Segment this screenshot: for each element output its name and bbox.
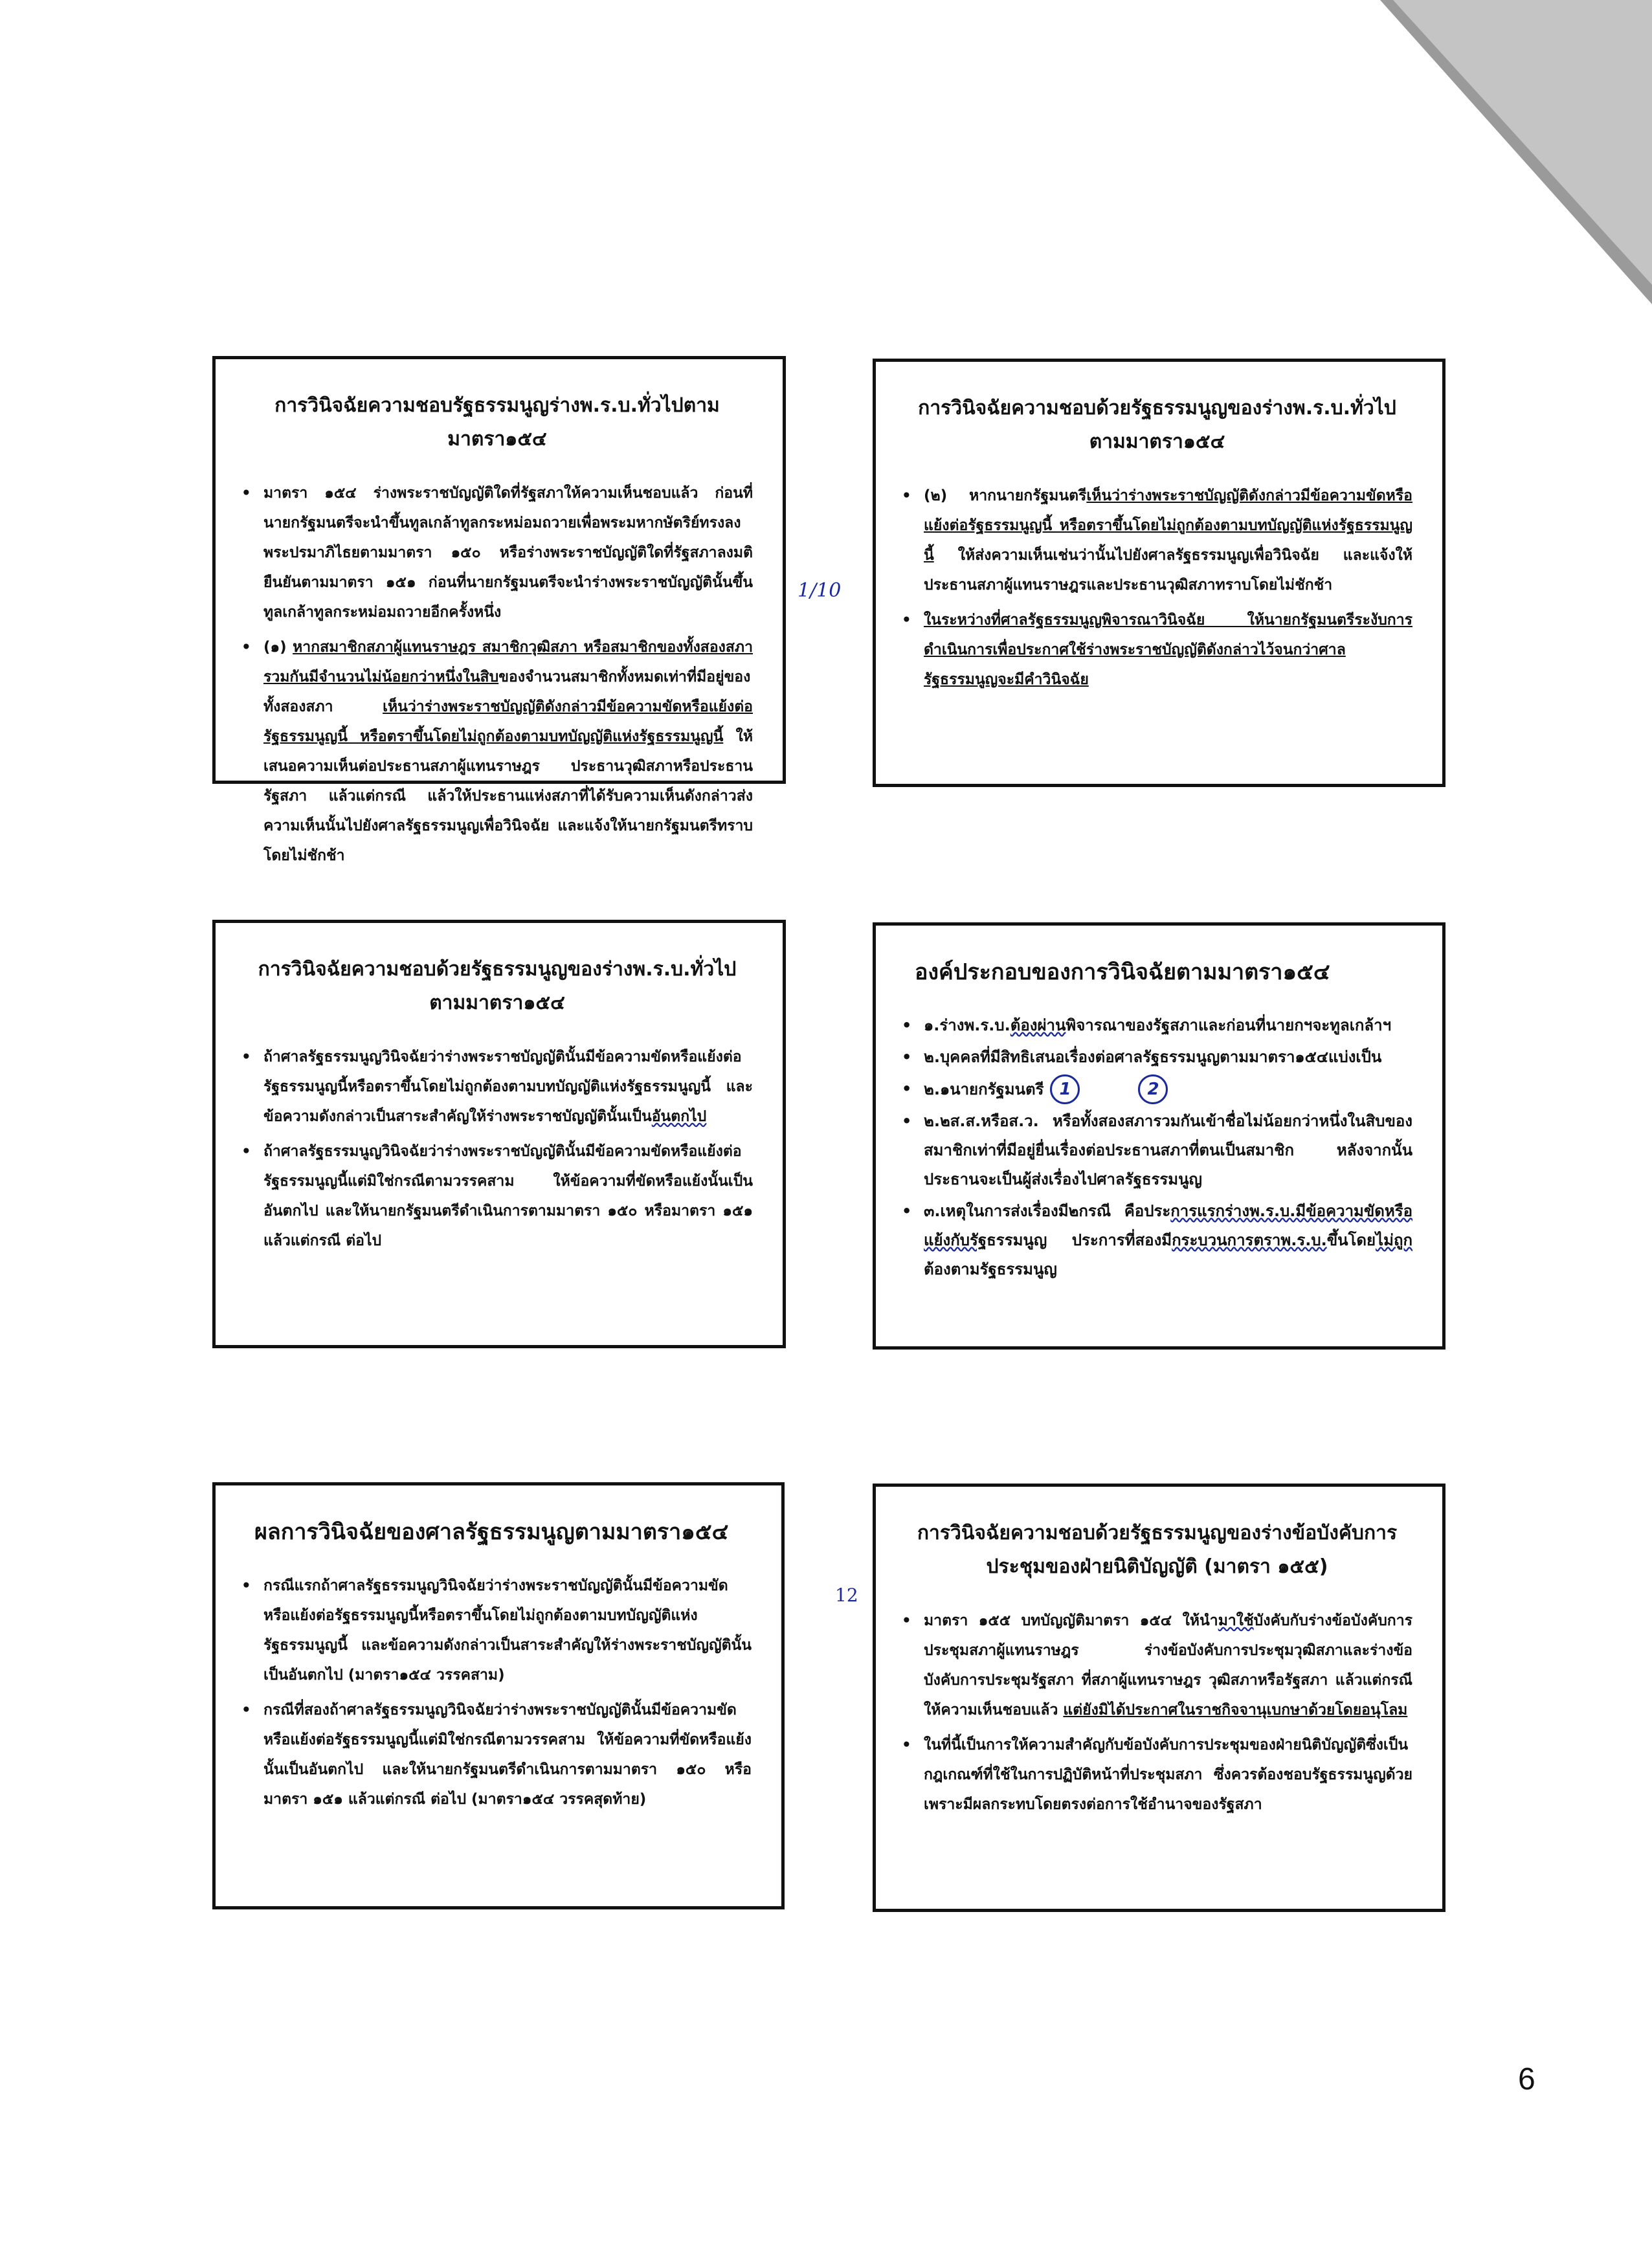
slide-5 [212, 1482, 785, 1909]
bullet-text: มาตรา ๑๕๕ บทบัญญัติมาตรา ๑๕๔ ให้นำ [924, 1612, 1218, 1629]
bullet-text: ถ้าศาลรัฐธรรมนูญวินิจฉัยว่าร่างพระราชบัญญัตินั้นมีข้อความขัดหรือแย้งต่อรัฐธรรมนูญนี้หรือตราขึ้นโดยไม่ถูกต้องตามบทบัญญัติแห่งรัฐธรรมนูญนี้ และข้อความดังกล่าวเป็นสาระสำคัญให้ร่างพระราชบัญญัตินั้นเป็น [263, 1049, 753, 1125]
pen-marked-text: มาใช้ [1218, 1612, 1254, 1629]
bullet-item [241, 1695, 752, 1814]
pen-marked-text: การแรกร่างพ.ร.บ.มีข้อความขัดหรือแย้งกับรัฐ [924, 1202, 1412, 1249]
bullet-list [241, 1571, 752, 1814]
bullet-item [241, 1042, 753, 1131]
bullet-item [241, 478, 753, 627]
bullet-item [241, 632, 753, 871]
bullet-dot-icon: • [902, 612, 911, 628]
slide-3 [212, 920, 786, 1348]
slide-title: การวินิจฉัยความชอบรัฐธรรมนูญร่างพ.ร.บ.ทั่วไปตามมาตรา๑๕๔ [274, 394, 720, 450]
underlined-text: ในระหว่างที่ศาลรัฐธรรมนูญพิจารณาวินิจฉัย ให้นายกรัฐมนตรีระงับการดำเนินการเพื่อประกาศใช้ร่างพระราชบัญญัติดังกล่าวไว้จนกว่าศาลรัฐธรรมนูญจะมีคำวินิจฉัย [924, 612, 1412, 688]
bullet-dot-icon: • [902, 1737, 911, 1753]
page-corner-fold [1380, 0, 1652, 304]
bullet-text: ๒.บุคคลที่มีสิทธิเสนอเรื่องต่อศาลรัฐธรรมนูญตามมาตรา๑๕๔แบ่งเป็น [924, 1048, 1382, 1066]
bullet-item [902, 1730, 1412, 1819]
handwritten-circled-two: 2 [1138, 1074, 1168, 1104]
bullet-text: พิจารณาของรัฐสภาและก่อนที่นายกฯจะทูลเกล้าฯ [1066, 1016, 1392, 1034]
slide-title: การวินิจฉัยความชอบด้วยรัฐธรรมนูญของร่างข้อบังคับการประชุมของฝ่ายนิติบัญญัติ (มาตรา ๑๕๕) [917, 1522, 1398, 1578]
slide-title: การวินิจฉัยความชอบด้วยรัฐธรรมนูญของร่างพ.ร.บ.ทั่วไปตามมาตรา๑๕๔ [918, 397, 1396, 453]
slide-2 [873, 359, 1446, 787]
handwritten-fraction-note: 1/10 [798, 579, 842, 602]
bullet-dot-icon: • [241, 1577, 251, 1594]
slide-4 [873, 922, 1446, 1350]
underlined-text: เห็นว่าร่างพระราชบัญญัติดังกล่าวมีข้อความขัดหรือแย้งต่อรัฐธรรมนูญนี้ หรือตราขึ้นโดยไม่ถูกต้องตามบทบัญญัติแห่งรัฐธรรมนูญนี้ [263, 698, 753, 745]
bullet-item [902, 1197, 1412, 1284]
bullet-text: ให้ส่งความเห็นเช่นว่านั้นไปยังศาลรัฐธรรมนูญเพื่อวินิจฉัย และแจ้งให้ประธานสภาผู้แทนราษฎรและประธานวุฒิสภาทราบโดยไม่ชักช้า [924, 547, 1412, 594]
bullet-item [902, 1074, 1412, 1104]
pen-marked-text: ต้องผ่าน [1010, 1016, 1066, 1034]
bullet-text: ๓.เหตุในการส่งเรื่องมี๒กรณี คือประ [924, 1202, 1171, 1220]
bullet-list [902, 1011, 1412, 1284]
bullet-text: ต้องตามรัฐธรรมนูญ [924, 1260, 1057, 1278]
slide-title: องค์ประกอบของการวินิจฉัยตามมาตรา๑๕๔ [915, 959, 1330, 985]
underlined-text: หากสมาชิกสภาผู้แทนราษฎร สมาชิกวุฒิสภา หรือสมาชิกของทั้งสองสภารวมกันมีจำนวนไม่น้อยกว่าหนึ่งในสิบ [263, 639, 753, 685]
slide-title: การวินิจฉัยความชอบด้วยรัฐธรรมนูญของร่างพ.ร.บ.ทั่วไปตามมาตรา๑๕๔ [258, 958, 737, 1014]
bullet-item [241, 1137, 753, 1256]
bullet-text: ๒.๒ส.ส.หรือส.ว. หรือทั้งสองสภารวมกันเข้าชื่อไม่น้อยกว่าหนึ่งในสิบของสมาชิกเท่าที่มีอยู่ยื่นเรื่องต่อประธานสภาที่ตนเป็นสมาชิก หลังจากนั้นประธานจะเป็นผู้ส่งเรื่องไปศาลรัฐธรรมนูญ [924, 1112, 1412, 1188]
bullet-text: (๒) หากนายกรัฐมนตรี [924, 487, 1087, 504]
bullet-list [241, 1042, 753, 1256]
bullet-text: ถ้าศาลรัฐธรรมนูญวินิจฉัยว่าร่างพระราชบัญญัตินั้นมีข้อความขัดหรือแย้งต่อรัฐธรรมนูญนี้แต่มิใช่กรณีตามวรรคสาม ให้ข้อความที่ขัดหรือแย้งนั้นเป็นอันตกไป และให้นายกรัฐมนตรีดำเนินการตามมาตรา ๑๕๐ หรือมาตรา ๑๕๑ แล้วแต่กรณี ต่อไป [263, 1143, 753, 1249]
pen-marked-text: อันตกไป [651, 1108, 707, 1125]
bullet-text: ของจำนวนสมาชิกทั้งหมดเท่าที่มีอยู่ของทั้งสองสภา [263, 669, 751, 715]
bullet-text: ในที่นี้เป็นการให้ความสำคัญกับข้อบังคับการประชุมของฝ่ายนิติบัญญัติซึ่งเป็นกฎเกณฑ์ที่ใช้ในการปฏิบัติหน้าที่ประชุมสภา ซึ่งควรต้องชอบรัฐธรรมนูญด้วยเพราะมีผลกระทบโดยตรงต่อการใช้อำนาจของรัฐสภา [924, 1737, 1412, 1813]
bullet-item [241, 1571, 752, 1690]
bullet-text: ให้เสนอความเห็นต่อประธานสภาผู้แทนราษฎร ประธานวุฒิสภาหรือประธานรัฐสภา แล้วแต่กรณี แล้วให้ประธานแห่งสภาที่ได้รับความเห็นดังกล่าวส่งความเห็นนั้นไปยังศาลรัฐธรรมนูญเพื่อวินิจฉัย และแจ้งให้นายกรัฐมนตรีทราบโดยไม่ชักช้า [263, 728, 753, 864]
bullet-list [241, 478, 753, 871]
bullet-item [902, 1606, 1412, 1725]
bullet-dot-icon: • [902, 1112, 912, 1130]
bullet-item [902, 1011, 1412, 1040]
bullet-text: ขึ้นโดย [1326, 1231, 1376, 1249]
bullet-dot-icon: • [241, 639, 251, 656]
pen-marked-text: ไม่ถูก [1376, 1231, 1412, 1249]
bullet-text: ๑.ร่างพ.ร.บ. [924, 1016, 1010, 1034]
bullet-dot-icon: • [241, 1702, 251, 1718]
bullet-dot-icon: • [241, 1143, 251, 1160]
bullet-text: ๒.๑นายกรัฐมนตรี [924, 1080, 1044, 1098]
page-number: 6 [1518, 2062, 1535, 2096]
bullet-text: ธรรมนูญ ประการที่สองมี [987, 1231, 1172, 1249]
bullet-text: บังคับกับร่างข้อบังคับการประชุมสภาผู้แทนราษฎร ร่างข้อบังคับการประชุมวุฒิสภาและร่างข้อบังคับการประชุมรัฐสภา ที่สภาผู้แทนราษฎร วุฒิสภาหรือรัฐสภา แล้วแต่กรณี ให้ความเห็นชอบแล้ว [924, 1612, 1412, 1718]
slide-title: ผลการวินิจฉัยของศาลรัฐธรรมนูญตามมาตรา๑๕๔ [254, 1519, 729, 1545]
slide-6 [873, 1484, 1446, 1912]
bullet-text: กรณีที่สองถ้าศาลรัฐธรรมนูญวินิจฉัยว่าร่างพระราชบัญญัตินั้นมีข้อความขัดหรือแย้งต่อรัฐธรรมนูญนี้แต่มิใช่กรณีตามวรรคสาม ให้ข้อความที่ขัดหรือแย้งนั้นเป็นอันตกไป และให้นายกรัฐมนตรีดำเนินการตามมาตรา ๑๕๐ หรือมาตรา ๑๕๑ แล้วแต่กรณี ต่อไป (มาตรา๑๕๔ วรรคสุดท้าย) [263, 1702, 752, 1808]
handwritten-circled-one: 1 [1050, 1074, 1080, 1104]
bullet-dot-icon: • [902, 1048, 912, 1066]
bullet-item [902, 605, 1412, 695]
bullet-text: มาตรา ๑๕๔ ร่างพระราชบัญญัติใดที่รัฐสภาให้ความเห็นชอบแล้ว ก่อนที่นายกรัฐมนตรีจะนำขึ้นทูลเกล้าทูลกระหม่อมถวายเพื่อพระมหากษัตริย์ทรงลงพระปรมาภิไธยตามมาตรา ๑๕๐ หรือร่างพระราชบัญญัติใดที่รัฐสภาลงมติยืนยันตามมาตรา ๑๕๑ ก่อนที่นายกรัฐมนตรีจะนำร่างพระราชบัญญัตินั้นขึ้นทูลเกล้าทูลกระหม่อมถวายอีกครั้งหนึ่ง [263, 485, 753, 621]
bullet-item [902, 1107, 1412, 1194]
underlined-text: เห็นว่าร่างพระราชบัญญัติดังกล่าวมีข้อความขัดหรือแย้งต่อรัฐธรรมนูญนี้ หรือตราขึ้นโดยไม่ถูกต้องตามบทบัญญัติแห่งรัฐธรรมนูญนี้ [924, 487, 1412, 564]
bullet-item [902, 481, 1412, 600]
bullet-list [902, 1606, 1412, 1819]
pen-marked-text: กระบวนการตราพ.ร.บ. [1172, 1231, 1327, 1249]
handwritten-margin-number: 12 [835, 1584, 858, 1606]
slide-1 [212, 356, 786, 864]
bullet-dot-icon: • [241, 1049, 251, 1065]
bullet-dot-icon: • [902, 487, 911, 504]
bullet-list [902, 481, 1412, 695]
bullet-dot-icon: • [902, 1080, 912, 1098]
bullet-dot-icon: • [902, 1016, 912, 1034]
underlined-text: แต่ยังมิได้ประกาศในราชกิจจานุเบกษาด้วยโดยอนุโลม [1063, 1702, 1408, 1718]
bullet-text: (๑) [263, 639, 293, 656]
bullet-text: กรณีแรกถ้าศาลรัฐธรรมนูญวินิจฉัยว่าร่างพระราชบัญญัตินั้นมีข้อความขัดหรือแย้งต่อรัฐธรรมนูญนี้หรือตราขึ้นโดยไม่ถูกต้องตามบทบัญญัติแห่งรัฐธรรมนูญนี้ และข้อความดังกล่าวเป็นสาระสำคัญให้ร่างพระราชบัญญัตินั้นเป็นอันตกไป (มาตรา๑๕๔ วรรคสาม) [263, 1577, 752, 1684]
bullet-dot-icon: • [902, 1202, 912, 1220]
bullet-dot-icon: • [902, 1612, 911, 1629]
bullet-item [902, 1043, 1412, 1072]
bullet-dot-icon: • [241, 485, 251, 502]
